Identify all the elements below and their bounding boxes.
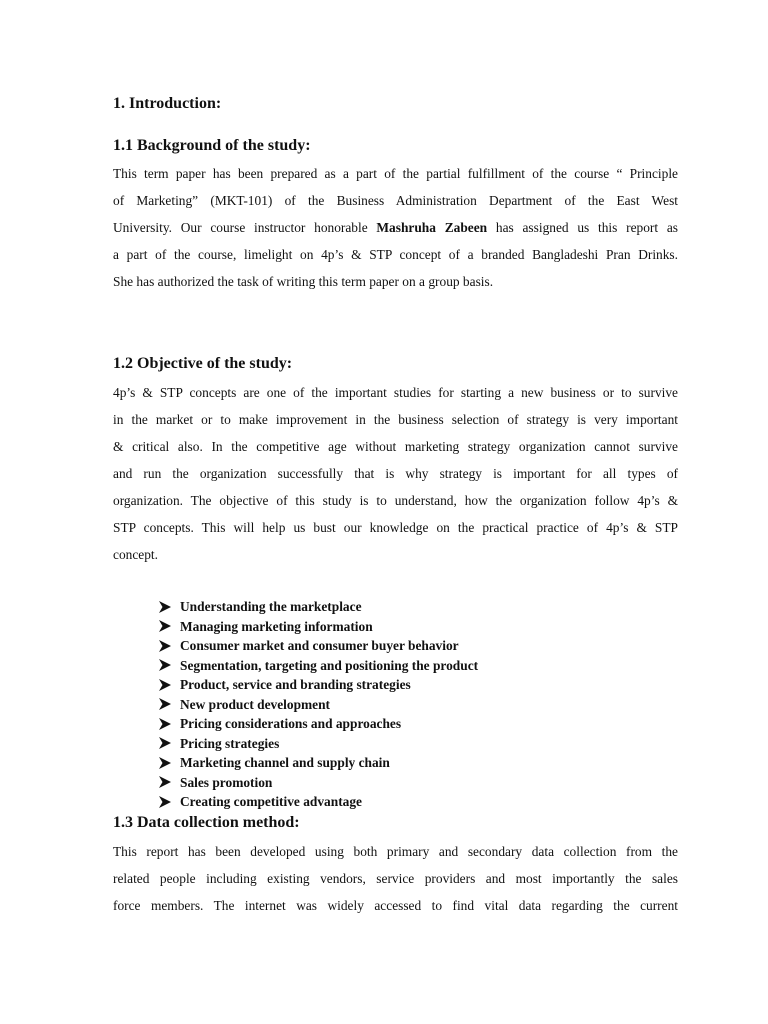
paragraph-line: This term paper has been prepared as a part of the partial fulfillment of the course “ Principle bbox=[113, 166, 678, 181]
paragraph-line: concept. bbox=[113, 547, 158, 562]
paragraph-line: related people including existing vendors, service providers and most importantly the sales bbox=[113, 871, 678, 886]
paragraph-objective bbox=[113, 379, 678, 568]
paragraph-line-instructor bbox=[113, 214, 678, 241]
paragraph-line: STP concepts. This will help us bust our knowledge on the practical practice of 4p’s & STP bbox=[113, 520, 678, 535]
list-item-label: Product, service and branding strategies bbox=[180, 677, 411, 692]
list-item bbox=[158, 773, 478, 793]
paragraph-background bbox=[113, 160, 678, 295]
list-item bbox=[158, 714, 478, 734]
paragraph-line: 4p’s & STP concepts are one of the important studies for starting a new business or to survive bbox=[113, 385, 678, 400]
paragraph-line: She has authorized the task of writing this term paper on a group basis. bbox=[113, 274, 494, 289]
paragraph-line: & critical also. In the competitive age without marketing strategy organization cannot survive bbox=[113, 439, 678, 454]
list-item bbox=[158, 656, 478, 676]
list-item-label: Creating competitive advantage bbox=[180, 794, 362, 809]
list-item bbox=[158, 675, 478, 695]
arrowhead-bullet-icon bbox=[158, 619, 180, 633]
list-item bbox=[158, 695, 478, 715]
arrowhead-bullet-icon bbox=[158, 600, 180, 614]
arrowhead-bullet-icon bbox=[158, 658, 180, 672]
heading-background: 1.1 Background of the study: bbox=[113, 137, 311, 154]
list-item-label: Pricing strategies bbox=[180, 735, 280, 751]
arrowhead-bullet-icon bbox=[158, 775, 180, 789]
text-run: has assigned us this report as bbox=[487, 220, 679, 235]
heading-introduction: 1. Introduction: bbox=[113, 95, 222, 112]
paragraph-line: and run the organization successfully that is why strategy is important for all types of bbox=[113, 466, 678, 481]
list-item-label: Segmentation, targeting and positioning the product bbox=[180, 657, 479, 673]
paragraph-line: a part of the course, limelight on 4p’s & STP concept of a branded Bangladeshi Pran Drinks. bbox=[113, 247, 678, 262]
list-item bbox=[158, 753, 478, 773]
arrowhead-bullet-icon bbox=[158, 639, 180, 653]
list-item bbox=[158, 636, 478, 656]
paragraph-line: of Marketing” (MKT-101) of the Business Administration Department of the East West bbox=[113, 193, 678, 208]
list-item bbox=[158, 734, 478, 754]
list-item-label: Sales promotion bbox=[180, 774, 273, 790]
list-item-label: Understanding the marketplace bbox=[180, 599, 362, 614]
arrowhead-bullet-icon bbox=[158, 697, 180, 711]
list-item bbox=[158, 597, 478, 617]
list-item-label: Marketing channel and supply chain bbox=[180, 755, 390, 770]
list-item-label: New product development bbox=[180, 696, 331, 712]
instructor-name: Mashruha Zabeen bbox=[376, 220, 488, 235]
paragraph-line: in the market or to make improvement in the business selection of strategy is very important bbox=[113, 412, 678, 427]
heading-objective: 1.2 Objective of the study: bbox=[113, 355, 293, 372]
arrowhead-bullet-icon bbox=[158, 736, 180, 750]
paragraph-data-collection bbox=[113, 838, 678, 919]
paragraph-line: force members. The internet was widely accessed to find vital data regarding the current bbox=[113, 898, 678, 913]
text-run: University. Our course instructor honorable bbox=[113, 220, 377, 235]
list-item-label: Pricing considerations and approaches bbox=[180, 716, 402, 731]
list-item bbox=[158, 792, 478, 812]
arrowhead-bullet-icon bbox=[158, 678, 180, 692]
bullet-list bbox=[158, 597, 478, 812]
list-item bbox=[158, 617, 478, 637]
list-item-label: Consumer market and consumer buyer behavior bbox=[180, 638, 459, 653]
heading-data-collection: 1.3 Data collection method: bbox=[113, 814, 300, 831]
paragraph-line: This report has been developed using both primary and secondary data collection from the bbox=[113, 844, 678, 859]
list-item-label: Managing marketing information bbox=[180, 618, 373, 634]
arrowhead-bullet-icon bbox=[158, 795, 180, 809]
arrowhead-bullet-icon bbox=[158, 756, 180, 770]
paragraph-line: organization. The objective of this study is to understand, how the organization follow 4p’s & bbox=[113, 493, 678, 508]
arrowhead-bullet-icon bbox=[158, 717, 180, 731]
